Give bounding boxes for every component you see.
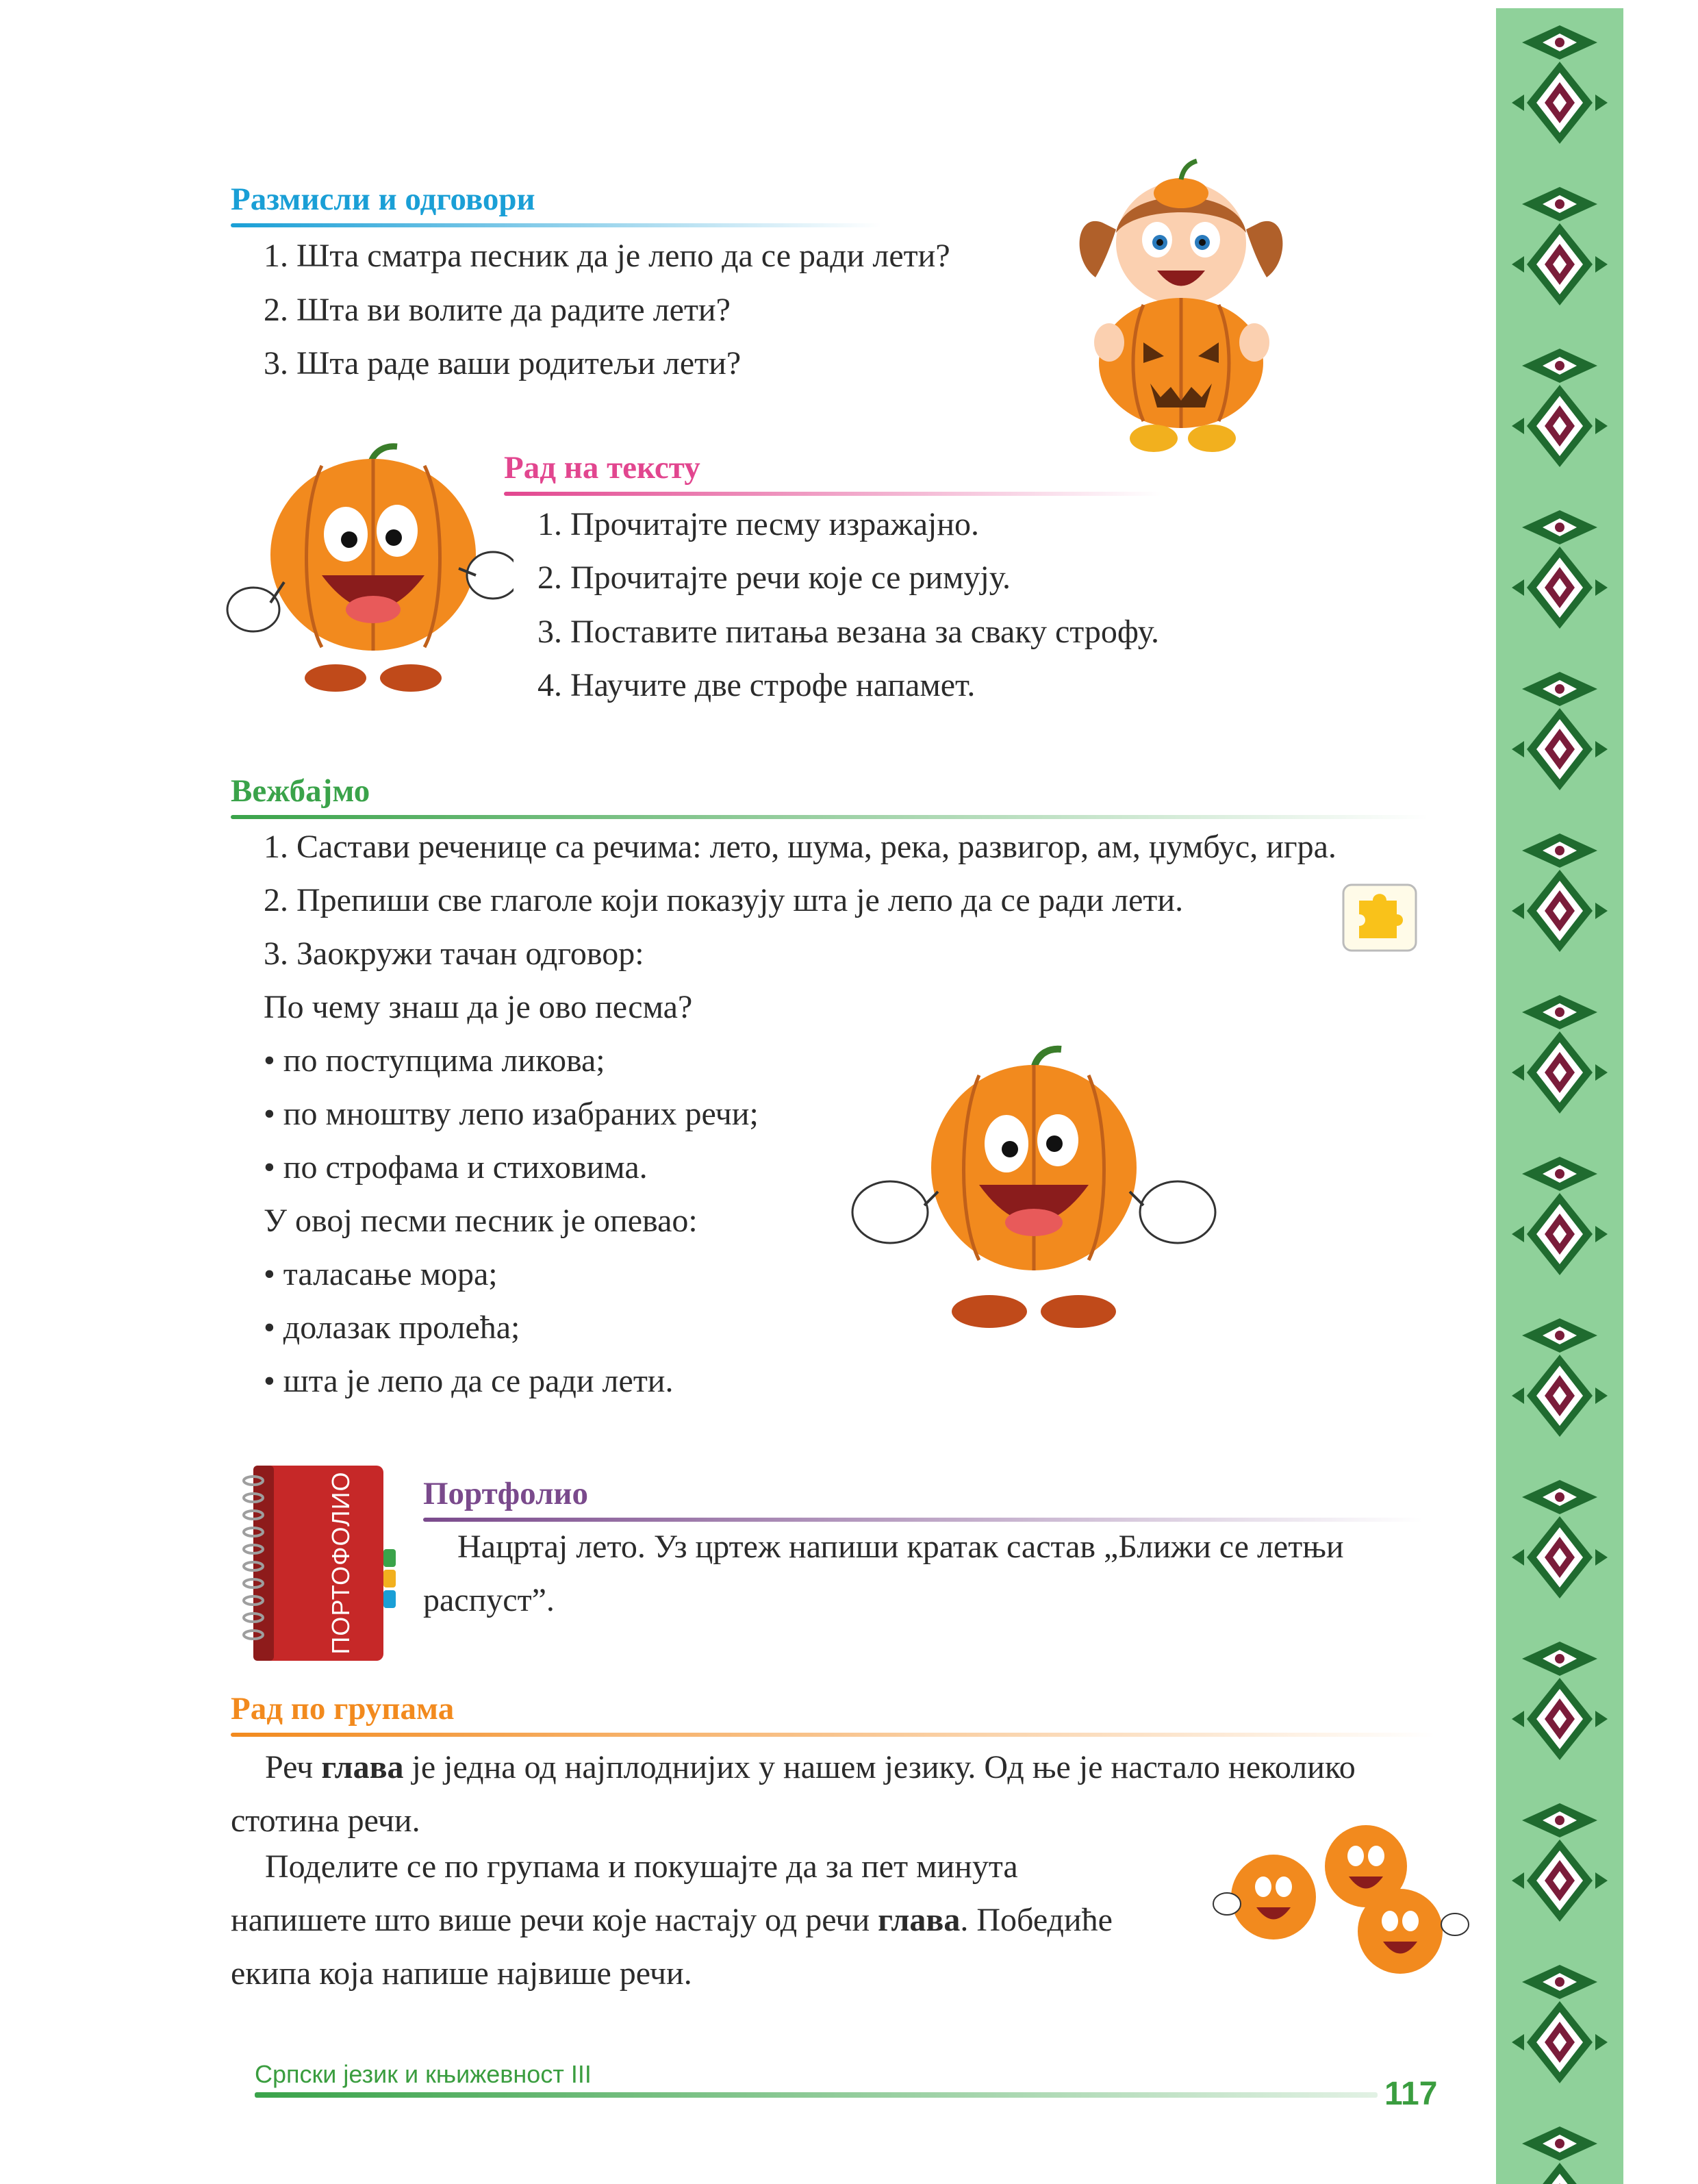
list-item: 1. Шта сматра песник да је лепо да се ради лети? (264, 238, 950, 274)
border-ornament-small (1522, 349, 1597, 383)
footer-line (255, 2092, 1378, 2098)
bold-word: глава (878, 1902, 961, 1938)
border-ornament-small (1522, 1965, 1597, 1999)
border-ornament-diamond (1512, 223, 1608, 305)
section-heading-group-work: Рад по групама (231, 1691, 455, 1727)
border-ornament-diamond (1512, 547, 1608, 629)
puzzle-piece-icon (1342, 883, 1417, 952)
heading-underline (504, 492, 1161, 496)
border-ornament-small (1522, 995, 1597, 1029)
border-ornament-small (1522, 2126, 1597, 2161)
border-ornament-small (1522, 25, 1597, 60)
border-ornament-diamond (1512, 870, 1608, 952)
border-ornament-small (1522, 1642, 1597, 1676)
text-run: је једна од најплоднијих у нашем језику. Од ње је настало неколико стотина речи. (231, 1749, 1356, 1839)
list-item: 3. Шта раде ваши родитељи лети? (264, 345, 742, 381)
question-text: По чему знаш да је ово песма? (264, 989, 693, 1025)
border-ornament-small (1522, 1157, 1597, 1191)
section-heading-text-work: Рад на тексту (504, 450, 700, 486)
answer-option: • по поступцима ликова; (264, 1042, 605, 1079)
heading-underline (231, 1733, 1436, 1737)
border-ornament-diamond (1512, 2001, 1608, 2083)
heading-underline (423, 1518, 1423, 1522)
border-ornament-diamond (1512, 1355, 1608, 1437)
list-item: 1. Састави реченице са речима: лето, шума, река, развигор, ам, џумбус, игра. (264, 829, 1336, 865)
question-text: У овој песми песник је опевао: (264, 1203, 698, 1239)
list-item: 4. Научите две строфе напамет. (537, 667, 976, 703)
page-number: 117 (1384, 2076, 1438, 2112)
border-ornament-small (1522, 833, 1597, 868)
section-heading-portfolio: Портфолио (423, 1476, 589, 1511)
text-run: напишете што више речи које настају од речи (231, 1902, 878, 1938)
list-item: 3. Поставите питања везана за сваку строфу. (537, 614, 1159, 650)
girl-with-pumpkin-illustration (1075, 158, 1287, 459)
border-ornament-diamond (1512, 2163, 1608, 2184)
answer-option: • таласање мора; (264, 1256, 498, 1292)
decorative-border-strip (1496, 8, 1623, 2184)
border-ornament-diamond (1512, 1193, 1608, 1275)
section-heading-practice: Вежбајмо (231, 773, 370, 809)
pumpkin-group-illustration (1212, 1808, 1472, 1986)
border-ornament-diamond (1512, 1031, 1608, 1114)
answer-option: • по строфама и стиховима. (264, 1149, 648, 1185)
list-item: 2. Шта ви волите да радите лети? (264, 292, 731, 328)
border-ornament-small (1522, 672, 1597, 706)
border-ornament-diamond (1512, 708, 1608, 790)
answer-option: • шта је лепо да се ради лети. (264, 1363, 674, 1399)
border-ornament-small (1522, 1318, 1597, 1353)
binder-label: ПОРТОФОЛИО (327, 1471, 355, 1655)
section-heading-think: Размисли и одговори (231, 181, 535, 217)
border-ornament-diamond (1512, 62, 1608, 144)
border-ornament-small (1522, 1803, 1597, 1837)
group-paragraph-2-line (231, 1900, 1113, 1940)
text-run: Реч (265, 1749, 322, 1785)
border-ornament-diamond (1512, 385, 1608, 467)
border-ornament-small (1522, 187, 1597, 221)
border-ornament-small (1522, 510, 1597, 544)
heading-underline (231, 223, 881, 227)
border-ornament-diamond (1512, 1840, 1608, 1922)
pumpkin-character-illustration (226, 438, 514, 699)
list-item: 3. Заокружи тачан одговор: (264, 936, 644, 972)
answer-option: • долазак пролећа; (264, 1309, 520, 1346)
list-item: 1. Прочитајте песму изражајно. (537, 506, 980, 542)
text-run: . Победиће (960, 1902, 1113, 1938)
answer-option: • по мноштву лепо изабраних речи; (264, 1096, 759, 1132)
portfolio-binder-icon (238, 1460, 403, 1666)
border-ornament-diamond (1512, 1678, 1608, 1760)
list-item: 2. Препиши све глаголе који показују шта је лепо да се ради лети. (264, 882, 1184, 918)
bold-word: глава (321, 1749, 404, 1785)
heading-underline (231, 815, 1429, 819)
footer-book-title: Српски језик и књижевност III (255, 2060, 592, 2088)
border-ornament-diamond (1512, 1516, 1608, 1598)
portfolio-text: Нацртај лето. Уз цртеж напиши кратак састав „Ближи се летњи (457, 1529, 1344, 1565)
pumpkin-character-illustration (842, 1041, 1226, 1335)
group-paragraph-2-line: Поделите се по групама и покушајте да за пет минута (265, 1848, 1018, 1885)
group-paragraph-2-line: екипа која напише највише речи. (231, 1955, 692, 1992)
border-ornament-small (1522, 1480, 1597, 1514)
portfolio-text: распуст”. (423, 1582, 555, 1618)
list-item: 2. Прочитајте речи које се римују. (537, 560, 1011, 596)
